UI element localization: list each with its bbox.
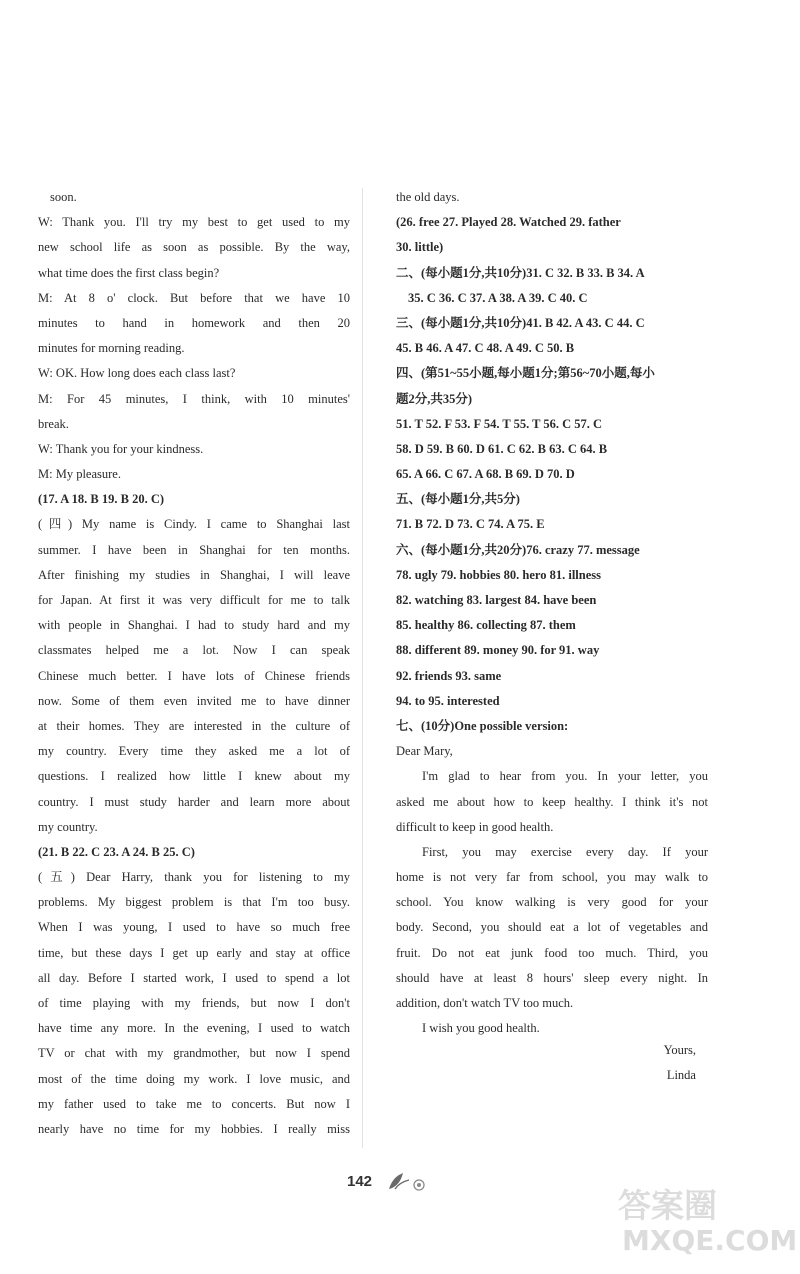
column-divider: [362, 188, 363, 1148]
text-line: 51. T 52. F 53. F 54. T 55. T 56. C 57. C: [396, 416, 603, 431]
text-line: break.: [38, 416, 69, 431]
text-line: W: Thank you for your kindness.: [38, 441, 204, 456]
text-line: minutes for morning reading.: [38, 341, 185, 356]
text-line: 45. B 46. A 47. C 48. A 49. C 50. B: [396, 341, 575, 356]
text-line: asked me about how to keep healthy. I think it's not: [396, 794, 708, 809]
text-line: difficult to keep in good health.: [396, 819, 554, 834]
text-line: TV or chat with my grandmother, but now I spend: [38, 1046, 350, 1061]
watermark-url: MXQE.COM: [622, 1224, 798, 1257]
text-line: new school life as soon as possible. By the way,: [38, 240, 350, 255]
text-line: 65. A 66. C 67. A 68. B 69. D 70. D: [396, 467, 575, 482]
text-line: with people in Shanghai. I had to study hard and my: [38, 618, 350, 633]
text-line: W: Thank you. I'll try my best to get used to my: [38, 215, 350, 230]
text-line: have time any more. In the evening, I used to watch: [38, 1021, 350, 1036]
text-line: W: OK. How long does each class last?: [38, 366, 236, 381]
text-line: I wish you good health.: [422, 1021, 540, 1036]
text-line: the old days.: [396, 190, 460, 204]
text-line: 七、(10分)One possible version:: [396, 718, 569, 733]
left-column: [38, 185, 350, 1142]
text-line: all day. Before I started work, I used to spend a lot: [38, 970, 350, 985]
text-line: 六、(每小题1分,共20分)76. crazy 77. message: [396, 542, 640, 557]
text-line: nearly have no time for my hobbies. I really miss: [38, 1121, 350, 1136]
text-line: 二、(每小题1分,共10分)31. C 32. B 33. B 34. A: [396, 265, 645, 280]
text-line: addition, don't watch TV too much.: [396, 996, 574, 1010]
text-line: (26. free 27. Played 28. Watched 29. father: [396, 215, 621, 230]
text-line: When I was young, I used to have so much free: [38, 920, 350, 935]
text-line: M: At 8 o' clock. But before that we have 10: [38, 290, 350, 305]
text-line: 58. D 59. B 60. D 61. C 62. B 63. C 64. B: [396, 441, 608, 456]
text-line: 94. to 95. interested: [396, 693, 500, 708]
text-line: country. I must study harder and learn more about: [38, 794, 350, 809]
text-line: 题2分,共35分): [396, 391, 473, 406]
text-line: (17. A 18. B 19. B 20. C): [38, 492, 165, 507]
text-line: home is not very far from school, you may walk to: [396, 870, 708, 885]
text-line: (五) Dear Harry, thank you for listening to my: [38, 870, 350, 885]
text-line: should have at least 8 hours' sleep every night. In: [396, 970, 708, 985]
text-line: of time playing with my friends, but now I don't: [38, 996, 350, 1010]
text-line: minutes to hand in homework and then 20: [38, 315, 350, 330]
watermark-logo: [616, 1180, 796, 1270]
text-line: 82. watching 83. largest 84. have been: [396, 593, 597, 607]
text-line: 92. friends 93. same: [396, 668, 502, 683]
text-line: Dear Mary,: [396, 744, 453, 759]
text-line: for Japan. At first it was very difficult for me to talk: [38, 593, 350, 607]
text-line: 三、(每小题1分,共10分)41. B 42. A 43. C 44. C: [396, 315, 645, 330]
text-line: summer. I have been in Shanghai for ten months.: [38, 542, 350, 557]
text-line: what time does the first class begin?: [38, 265, 220, 280]
text-line: now. Some of them even invited me to have dinner: [38, 693, 350, 708]
text-line: questions. I realized how little I knew about my: [38, 769, 350, 784]
text-line: M: For 45 minutes, I think, with 10 minutes': [38, 391, 350, 406]
text-line: body. Second, you should eat a lot of vegetables and: [396, 920, 708, 935]
text-line: my country. Every time they asked me a lot of: [38, 744, 350, 759]
text-line: After finishing my studies in Shanghai, I will leave: [38, 567, 350, 582]
text-line: 35. C 36. C 37. A 38. A 39. C 40. C: [408, 290, 588, 305]
text-line: problems. My biggest problem is that I'm too busy.: [38, 895, 350, 910]
text-line: 85. healthy 86. collecting 87. them: [396, 618, 576, 633]
text-line: 五、(每小题1分,共5分): [396, 492, 520, 507]
page-number: 142: [347, 1173, 373, 1190]
closing-yours: Yours,: [663, 1043, 696, 1057]
text-line: fruit. Do not eat junk food too much. Third, you: [396, 945, 708, 960]
text-line: 四、(第51~55小题,每小题1分;第56~70小题,每小: [396, 366, 655, 381]
right-column: [396, 185, 708, 1041]
text-line: (21. B 22. C 23. A 24. B 25. C): [38, 844, 195, 859]
text-line: school. You know walking is very good for your: [396, 895, 708, 910]
text-line: soon.: [50, 190, 77, 204]
text-line: First, you may exercise every day. If your: [422, 844, 708, 859]
text-line: time, but these days I get up early and stay at office: [38, 945, 350, 960]
text-line: 30. little): [396, 240, 444, 255]
text-line: classmates helped me a lot. Now I can speak: [38, 643, 350, 658]
text-line: Chinese much better. I have lots of Chinese friends: [38, 668, 350, 683]
text-line: my country.: [38, 819, 98, 834]
text-line: 88. different 89. money 90. for 91. way: [396, 643, 600, 658]
closing-name: Linda: [666, 1068, 696, 1082]
text-line: I'm glad to hear from you. In your letter, you: [422, 769, 708, 784]
text-line: 71. B 72. D 73. C 74. A 75. E: [396, 517, 545, 532]
leaf-decoration-icon: [385, 1171, 443, 1193]
text-line: most of the time doing my work. I love music, and: [38, 1071, 350, 1086]
text-line: at their homes. They are interested in the culture of: [38, 718, 350, 733]
text-line: 78. ugly 79. hobbies 80. hero 81. illness: [396, 567, 602, 582]
text-line: my father used to take me to concerts. But now I: [38, 1096, 350, 1111]
text-line: M: My pleasure.: [38, 467, 121, 482]
text-line: (四) My name is Cindy. I came to Shanghai last: [38, 517, 350, 532]
watermark-title: 答案圈: [618, 1186, 717, 1225]
